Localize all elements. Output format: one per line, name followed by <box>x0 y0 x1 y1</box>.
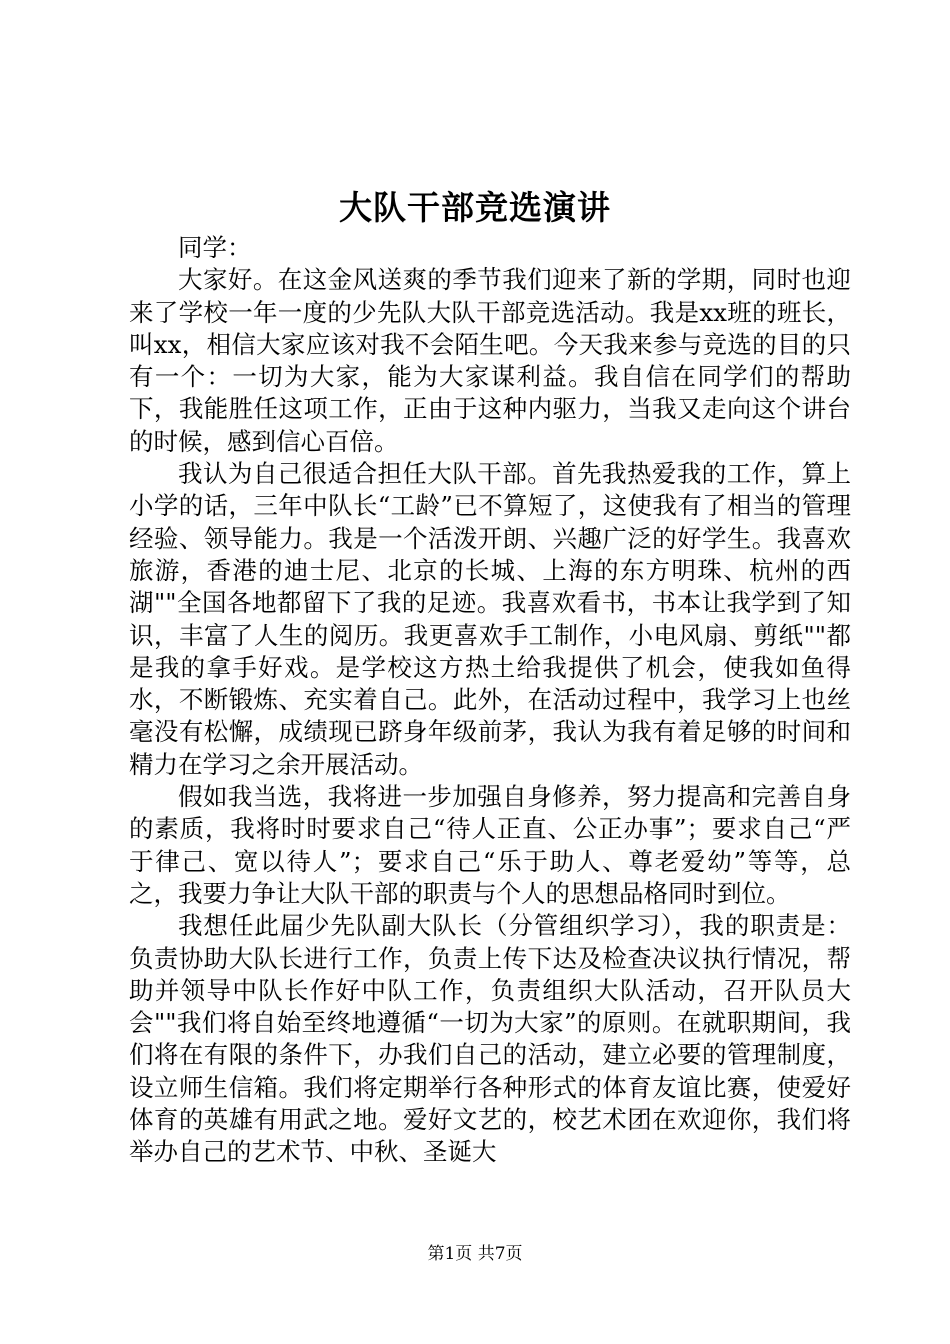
salutation: 同学： <box>178 233 252 262</box>
document-title: 大队干部竞选演讲 <box>339 188 611 227</box>
document-body <box>129 232 851 1169</box>
page-footer: 第1页 共7页 <box>427 1244 523 1264</box>
paragraph-qualifications: 我认为自己很适合担任大队干部。首先我热爱我的工作，算上小学的话，三年中队长“工龄”已不算短了，这使我有了相当的管理经验、领导能力。我是一个活泼开朗、兴趣广泛的好学生。我喜欢旅游，香港的迪士尼、北京的长城、上海的东方明珠、杭州的西湖""全国各地都留下了我的足迹。我喜欢看书，书本让我学到了知识，丰富了人生的阅历。我更喜欢手工制作，小电风扇、剪纸""都是我的拿手好戏。是学校这方热土给我提供了机会，使我如鱼得水，不断锻炼、充实着自己。此外，在活动过程中，我学习上也丝毫没有松懈，成绩现已跻身年级前茅，我认为我有着足够的时间和精力在学习之余开展活动。 <box>129 459 851 779</box>
paragraph-greeting: 大家好。在这金风送爽的季节我们迎来了新的学期，同时也迎来了学校一年一度的少先队大队干部竞选活动。我是xx班的班长，叫xx，相信大家应该对我不会陌生吧。今天我来参与竞选的目的只有一个：一切为大家，能为大家谋利益。我自信在同学们的帮助下，我能胜任这项工作，正由于这种内驱力，当我又走向这个讲台的时候，感到信心百倍。 <box>129 265 851 456</box>
paragraph-duties: 我想任此届少先队副大队长（分管组织学习），我的职责是：负责协助大队长进行工作，负责上传下达及检查决议执行情况，帮助并领导中队长作好中队工作，负责组织大队活动，召开队员大会""我们将自始至终地遵循“一切为大家”的原则。在就职期间，我们将在有限的条件下，办我们自己的活动，建立必要的管理制度，设立师生信箱。我们将定期举行各种形式的体育友谊比赛，使爱好体育的英雄有用武之地。爱好文艺的，校艺术团在欢迎你，我们将举办自己的艺术节、中秋、圣诞大 <box>129 911 851 1167</box>
paragraph-commitment: 假如我当选，我将进一步加强自身修养，努力提高和完善自身的素质，我将时时要求自己“待人正直、公正办事”；要求自己“严于律己、宽以待人”；要求自己“乐于助人、尊老爱幼”等等，总之，我要力争让大队干部的职责与个人的思想品格同时到位。 <box>129 782 851 908</box>
